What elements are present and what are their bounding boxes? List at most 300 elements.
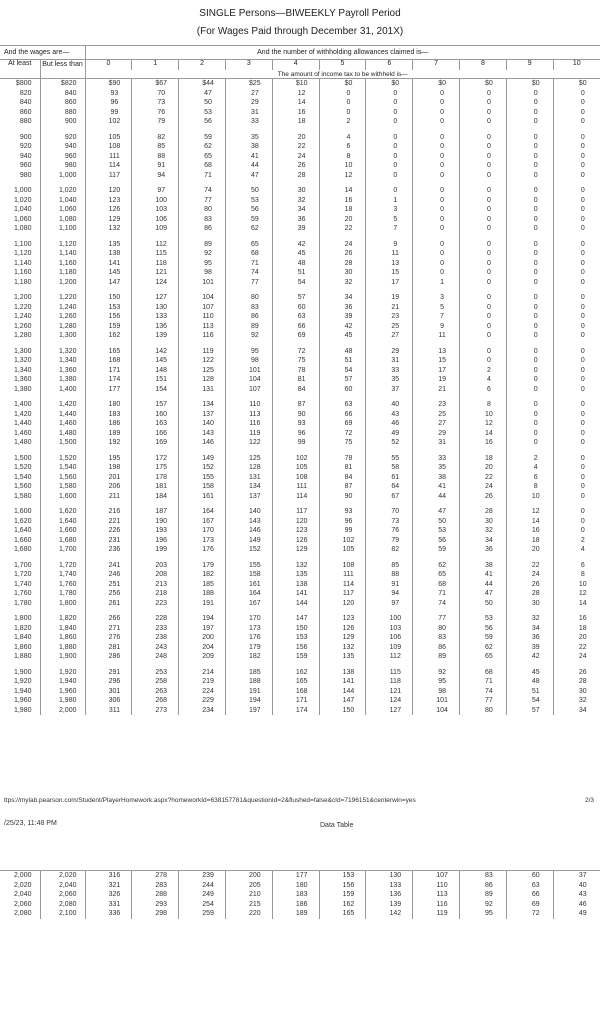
tax-amount: 65 [460, 652, 507, 662]
tax-amount: 173 [225, 624, 272, 634]
tax-amount: 138 [85, 249, 132, 259]
tax-amount: 74 [413, 599, 460, 609]
tax-amount: 188 [179, 589, 226, 599]
wage-at-least: 900 [19, 133, 32, 141]
wage-but-less-than: 1,320 [40, 347, 85, 357]
tax-amount: 115 [132, 249, 179, 259]
tax-amount: 246 [85, 570, 132, 580]
table-row [0, 687, 600, 697]
tax-amount: 50 [413, 517, 460, 527]
wage-at-least: 1,980 [13, 706, 32, 714]
tax-amount: 122 [179, 356, 226, 366]
tax-amount: 182 [225, 652, 272, 662]
tax-amount: 125 [179, 366, 226, 376]
tax-amount: 210 [225, 890, 272, 900]
tax-amount: 36 [506, 633, 553, 643]
tax-amount: 173 [179, 536, 226, 546]
tax-amount: 176 [179, 545, 226, 555]
tax-amount: 14 [506, 517, 553, 527]
tax-amount: 73 [132, 98, 179, 108]
tax-amount: 73 [366, 517, 413, 527]
tax-amount: 214 [179, 668, 226, 678]
wage-at-least: 1,280 [13, 332, 32, 339]
tax-amount: 120 [319, 599, 366, 609]
tax-amount: 28 [460, 507, 507, 517]
tax-amount: 89 [460, 890, 507, 900]
tax-amount: 71 [460, 677, 507, 687]
tax-amount: 236 [85, 545, 132, 555]
tax-amount: 37 [553, 871, 600, 881]
tax-amount: 26 [460, 492, 507, 502]
tax-amount: 56 [179, 117, 226, 127]
tax-amount: 2 [553, 536, 600, 546]
wage-at-least: 1,060 [13, 215, 32, 223]
tax-amount: 0 [553, 463, 600, 473]
wage-at-least: 1,540 [13, 473, 32, 481]
tax-amount: 138 [272, 580, 319, 590]
tax-amount: 0 [553, 526, 600, 536]
table-row [0, 429, 600, 439]
wage-but-less-than: 1,040 [40, 196, 85, 206]
table-row [0, 561, 600, 571]
tax-amount: 34 [506, 624, 553, 634]
tax-amount: 170 [179, 526, 226, 536]
allowance-count-header: 9 [506, 60, 553, 71]
tax-amount: 106 [366, 633, 413, 643]
tax-amount: 0 [553, 171, 600, 181]
tax-amount: 165 [319, 909, 366, 919]
tax-amount: 193 [132, 526, 179, 536]
table-row [0, 249, 600, 259]
tax-amount: 94 [132, 171, 179, 181]
table-row [0, 599, 600, 609]
tax-amount: 0 [366, 89, 413, 99]
tax-amount: 179 [179, 561, 226, 571]
tax-amount: 131 [179, 385, 226, 395]
wage-at-least: 1,420 [13, 410, 32, 418]
table-row [0, 366, 600, 376]
tax-amount: 12 [460, 419, 507, 429]
tax-amount: 51 [319, 356, 366, 366]
tax-amount: 101 [225, 366, 272, 376]
wage-at-least: 1,940 [13, 687, 32, 695]
tax-amount: 130 [132, 303, 179, 313]
tax-amount: 0 [460, 249, 507, 259]
tax-amount: 159 [272, 652, 319, 662]
wage-but-less-than: 940 [40, 142, 85, 152]
tax-amount: 93 [319, 507, 366, 517]
tax-amount: 80 [225, 293, 272, 303]
tax-amount: 137 [179, 410, 226, 420]
tax-amount: 53 [413, 526, 460, 536]
tax-amount: 0 [506, 152, 553, 162]
wage-but-less-than: 1,960 [40, 687, 85, 697]
tax-amount: 144 [272, 599, 319, 609]
tax-amount: 0 [366, 152, 413, 162]
wage-but-less-than: 1,440 [40, 410, 85, 420]
tax-amount: 0 [413, 142, 460, 152]
tax-amount: 0 [553, 312, 600, 322]
wage-but-less-than: 1,820 [40, 614, 85, 624]
tax-amount: 62 [179, 142, 226, 152]
tax-amount: 56 [225, 205, 272, 215]
tax-amount: 140 [179, 419, 226, 429]
tax-amount: 80 [179, 205, 226, 215]
tax-amount: 5 [413, 303, 460, 313]
tax-amount: 0 [506, 108, 553, 118]
wage-but-less-than: 920 [40, 133, 85, 143]
tax-amount: 0 [460, 268, 507, 278]
tax-amount: 0 [460, 240, 507, 250]
wage-at-least: 1,960 [13, 697, 32, 704]
tax-amount: 0 [366, 186, 413, 196]
wage-but-less-than: 1,760 [40, 580, 85, 590]
tax-amount: 0 [460, 152, 507, 162]
tax-amount: 201 [85, 473, 132, 483]
tax-amount: 132 [319, 643, 366, 653]
tax-amount: 130 [366, 871, 413, 881]
tax-amount: 39 [272, 224, 319, 234]
table-row [0, 268, 600, 278]
tax-amount: 62 [225, 224, 272, 234]
tax-amount: 23 [413, 400, 460, 410]
payroll-page-2 [0, 820, 600, 1024]
tax-amount: 203 [132, 561, 179, 571]
tax-amount: 219 [179, 677, 226, 687]
table-row [0, 108, 600, 118]
tax-amount: 83 [225, 303, 272, 313]
tax-amount: 175 [132, 463, 179, 473]
table-row [0, 356, 600, 366]
tax-amount: 36 [319, 303, 366, 313]
tax-amount: 316 [85, 871, 132, 881]
tax-amount: 0 [553, 259, 600, 269]
tax-amount: 0 [413, 152, 460, 162]
tax-amount: 129 [319, 633, 366, 643]
tax-amount: 15 [366, 268, 413, 278]
table-row [0, 79, 600, 89]
tax-amount: 259 [179, 909, 226, 919]
tax-amount: 0 [506, 331, 553, 341]
wage-but-less-than: 2,040 [40, 881, 85, 891]
wage-at-least: 880 [19, 118, 32, 125]
table-row [0, 526, 600, 536]
wage-but-less-than: 1,540 [40, 463, 85, 473]
tax-amount: 70 [132, 89, 179, 99]
tax-amount: 241 [85, 561, 132, 571]
tax-amount: 135 [319, 652, 366, 662]
tax-amount: 41 [460, 570, 507, 580]
tax-amount: 0 [319, 98, 366, 108]
tax-amount: 216 [85, 507, 132, 517]
tax-amount: 58 [366, 463, 413, 473]
tax-amount: 0 [413, 108, 460, 118]
tax-amount: 9 [413, 322, 460, 332]
tax-amount: 174 [85, 375, 132, 385]
tax-amount: 15 [413, 356, 460, 366]
tax-amount: 306 [85, 696, 132, 706]
table-row [0, 871, 600, 881]
tax-amount: 331 [85, 900, 132, 910]
wage-but-less-than: 860 [40, 98, 85, 108]
tax-amount: 162 [85, 331, 132, 341]
tax-amount: 11 [413, 331, 460, 341]
tax-amount: 0 [413, 249, 460, 259]
table-row [0, 331, 600, 341]
tax-amount: 238 [132, 633, 179, 643]
tax-amount: 191 [225, 687, 272, 697]
tax-amount: 126 [272, 536, 319, 546]
tax-amount: 117 [85, 171, 132, 181]
tax-amount: 137 [225, 492, 272, 502]
wage-but-less-than: 900 [40, 117, 85, 127]
wage-but-less-than: 880 [40, 108, 85, 118]
tax-amount: 70 [366, 507, 413, 517]
wage-at-least: 1,800 [13, 615, 32, 622]
tax-amount: 102 [319, 536, 366, 546]
tax-amount: 42 [506, 652, 553, 662]
tax-amount: 0 [506, 438, 553, 448]
tax-amount: 35 [225, 133, 272, 143]
tax-amount: 10 [460, 410, 507, 420]
wage-but-less-than: 840 [40, 89, 85, 99]
tax-amount: 0 [506, 205, 553, 215]
wage-at-least: 1,260 [13, 322, 32, 330]
tax-amount: 65 [413, 570, 460, 580]
tax-amount: 5 [366, 215, 413, 225]
tax-amount: 83 [413, 633, 460, 643]
tax-amount: 132 [272, 561, 319, 571]
tax-amount: 34 [460, 536, 507, 546]
tax-amount: 24 [460, 482, 507, 492]
tax-amount: 29 [225, 98, 272, 108]
tax-amount: 126 [319, 624, 366, 634]
tax-amount: 13 [366, 259, 413, 269]
tax-amount: 336 [85, 909, 132, 919]
table-row [0, 312, 600, 322]
tax-amount: 261 [85, 599, 132, 609]
tax-amount: 215 [225, 900, 272, 910]
wage-at-least: 1,500 [13, 454, 32, 462]
tax-amount: 10 [506, 492, 553, 502]
tax-amount: 42 [272, 240, 319, 250]
tax-amount: 101 [413, 696, 460, 706]
tax-amount: 0 [553, 152, 600, 162]
table-row [0, 492, 600, 502]
wage-at-least: 1,600 [13, 508, 32, 515]
tax-amount: 77 [460, 696, 507, 706]
wage-at-least: 980 [19, 171, 32, 179]
tax-amount: 22 [272, 142, 319, 152]
tax-amount: 147 [319, 696, 366, 706]
tax-amount: 0 [319, 108, 366, 118]
tax-amount: 120 [85, 186, 132, 196]
tax-amount: 209 [179, 652, 226, 662]
tax-amount: 68 [179, 161, 226, 171]
table-row [0, 196, 600, 206]
tax-amount: 143 [225, 517, 272, 527]
table-row [0, 117, 600, 127]
tax-amount: 179 [225, 643, 272, 653]
wage-at-least: 840 [19, 99, 32, 106]
table-row [0, 347, 600, 357]
wage-but-less-than: 1,340 [40, 356, 85, 366]
tax-amount: 122 [225, 438, 272, 448]
wage-at-least: 1,460 [13, 429, 32, 437]
tax-amount: 112 [132, 240, 179, 250]
tax-amount: 0 [506, 161, 553, 171]
tax-amount: 168 [272, 687, 319, 697]
tax-amount: 116 [413, 900, 460, 910]
tax-amount: 96 [272, 429, 319, 439]
tax-amount: 326 [85, 890, 132, 900]
tax-amount: $0 [506, 79, 553, 89]
tax-amount: 283 [132, 881, 179, 891]
table-row [0, 706, 600, 716]
wage-but-less-than: 1,520 [40, 454, 85, 464]
wage-at-least: 1,000 [13, 187, 32, 194]
tax-amount: 223 [132, 599, 179, 609]
tax-amount: 124 [366, 696, 413, 706]
table-row [0, 259, 600, 269]
tax-amount: 85 [132, 142, 179, 152]
wage-at-least: 1,560 [13, 483, 32, 490]
tax-amount: 0 [506, 419, 553, 429]
wage-at-least: 1,140 [13, 259, 32, 267]
tax-amount: 183 [85, 410, 132, 420]
tax-amount: 195 [85, 454, 132, 464]
table-row [0, 473, 600, 483]
table-row [0, 536, 600, 546]
tax-amount: 16 [272, 108, 319, 118]
withholding-table-continued [0, 870, 600, 919]
table-row [0, 419, 600, 429]
tax-amount: 129 [85, 215, 132, 225]
wage-at-least: 920 [19, 143, 32, 150]
tax-amount: 150 [272, 624, 319, 634]
table-row [0, 454, 600, 464]
wage-but-less-than: 1,160 [40, 259, 85, 269]
tax-amount: 165 [85, 347, 132, 357]
tax-amount: 119 [179, 347, 226, 357]
tax-amount: 197 [179, 624, 226, 634]
tax-amount: 206 [85, 482, 132, 492]
tax-amount: 72 [272, 347, 319, 357]
tax-amount: 86 [179, 224, 226, 234]
tax-amount: 174 [272, 706, 319, 716]
tax-amount: 102 [85, 117, 132, 127]
tax-amount: 52 [366, 438, 413, 448]
tax-amount: 115 [366, 668, 413, 678]
tax-amount: 311 [85, 706, 132, 716]
wage-but-less-than: 1,500 [40, 438, 85, 448]
tax-amount: 75 [319, 438, 366, 448]
tax-amount: 109 [366, 643, 413, 653]
withholding-table [0, 45, 600, 715]
tax-amount: 71 [413, 589, 460, 599]
tax-amount: 26 [272, 161, 319, 171]
tax-amount: 16 [319, 196, 366, 206]
tax-amount: 4 [553, 545, 600, 555]
tax-amount: 34 [553, 706, 600, 716]
wage-but-less-than: 1,300 [40, 331, 85, 341]
tax-amount: $67 [132, 79, 179, 89]
tax-amount: 47 [460, 589, 507, 599]
tax-amount: 0 [553, 429, 600, 439]
tax-amount: 43 [366, 410, 413, 420]
table-row [0, 224, 600, 234]
tax-amount: 185 [225, 668, 272, 678]
wage-at-least: 1,240 [13, 313, 32, 320]
tax-amount: 200 [179, 633, 226, 643]
tax-amount: 123 [319, 614, 366, 624]
tax-amount: 8 [506, 482, 553, 492]
tax-amount: 151 [132, 375, 179, 385]
tax-amount: 39 [506, 643, 553, 653]
table-row [0, 624, 600, 634]
tax-amount: 0 [366, 142, 413, 152]
tax-amount: 1 [413, 278, 460, 288]
tax-amount: 128 [225, 463, 272, 473]
tax-amount: 20 [319, 215, 366, 225]
table-row [0, 278, 600, 288]
tax-amount: 81 [272, 375, 319, 385]
wage-at-least: 1,100 [13, 240, 32, 248]
tax-amount: 30 [319, 268, 366, 278]
wage-at-least: 1,160 [13, 269, 32, 276]
tax-amount: 171 [85, 366, 132, 376]
tax-amount: 0 [506, 171, 553, 181]
tax-amount: 163 [132, 419, 179, 429]
wage-but-less-than: 1,680 [40, 536, 85, 546]
allowance-count-header: 6 [366, 60, 413, 71]
tax-amount: 0 [553, 419, 600, 429]
tax-amount: 24 [553, 652, 600, 662]
tax-amount: 0 [506, 240, 553, 250]
wage-at-least: 1,020 [13, 196, 32, 204]
tax-amount: 90 [272, 410, 319, 420]
tax-amount: 95 [460, 909, 507, 919]
tax-amount: 76 [366, 526, 413, 536]
tax-amount: 105 [319, 545, 366, 555]
tax-amount: 48 [319, 347, 366, 357]
tax-amount: 7 [366, 224, 413, 234]
tax-amount: 92 [413, 668, 460, 678]
wage-but-less-than: 1,940 [40, 677, 85, 687]
tax-amount: 84 [272, 385, 319, 395]
tax-amount: 161 [225, 580, 272, 590]
table-row [0, 909, 600, 919]
tax-amount: 109 [132, 224, 179, 234]
tax-amount: 38 [225, 142, 272, 152]
tax-amount: 243 [132, 643, 179, 653]
wage-but-less-than: 1,740 [40, 570, 85, 580]
tax-amount: 93 [272, 419, 319, 429]
tax-amount: 176 [225, 633, 272, 643]
print-date: /25/23, 11:48 PM [4, 820, 57, 827]
wage-at-least: 1,720 [13, 571, 32, 578]
tax-amount: 196 [132, 536, 179, 546]
wage-but-less-than: 1,100 [40, 224, 85, 234]
wage-but-less-than: 1,780 [40, 589, 85, 599]
tax-amount: $90 [85, 79, 132, 89]
tax-amount: 6 [319, 142, 366, 152]
tax-amount: 59 [460, 633, 507, 643]
tax-amount: 57 [319, 375, 366, 385]
tax-amount: 98 [179, 268, 226, 278]
wage-but-less-than: 960 [40, 152, 85, 162]
tax-amount: 0 [413, 268, 460, 278]
